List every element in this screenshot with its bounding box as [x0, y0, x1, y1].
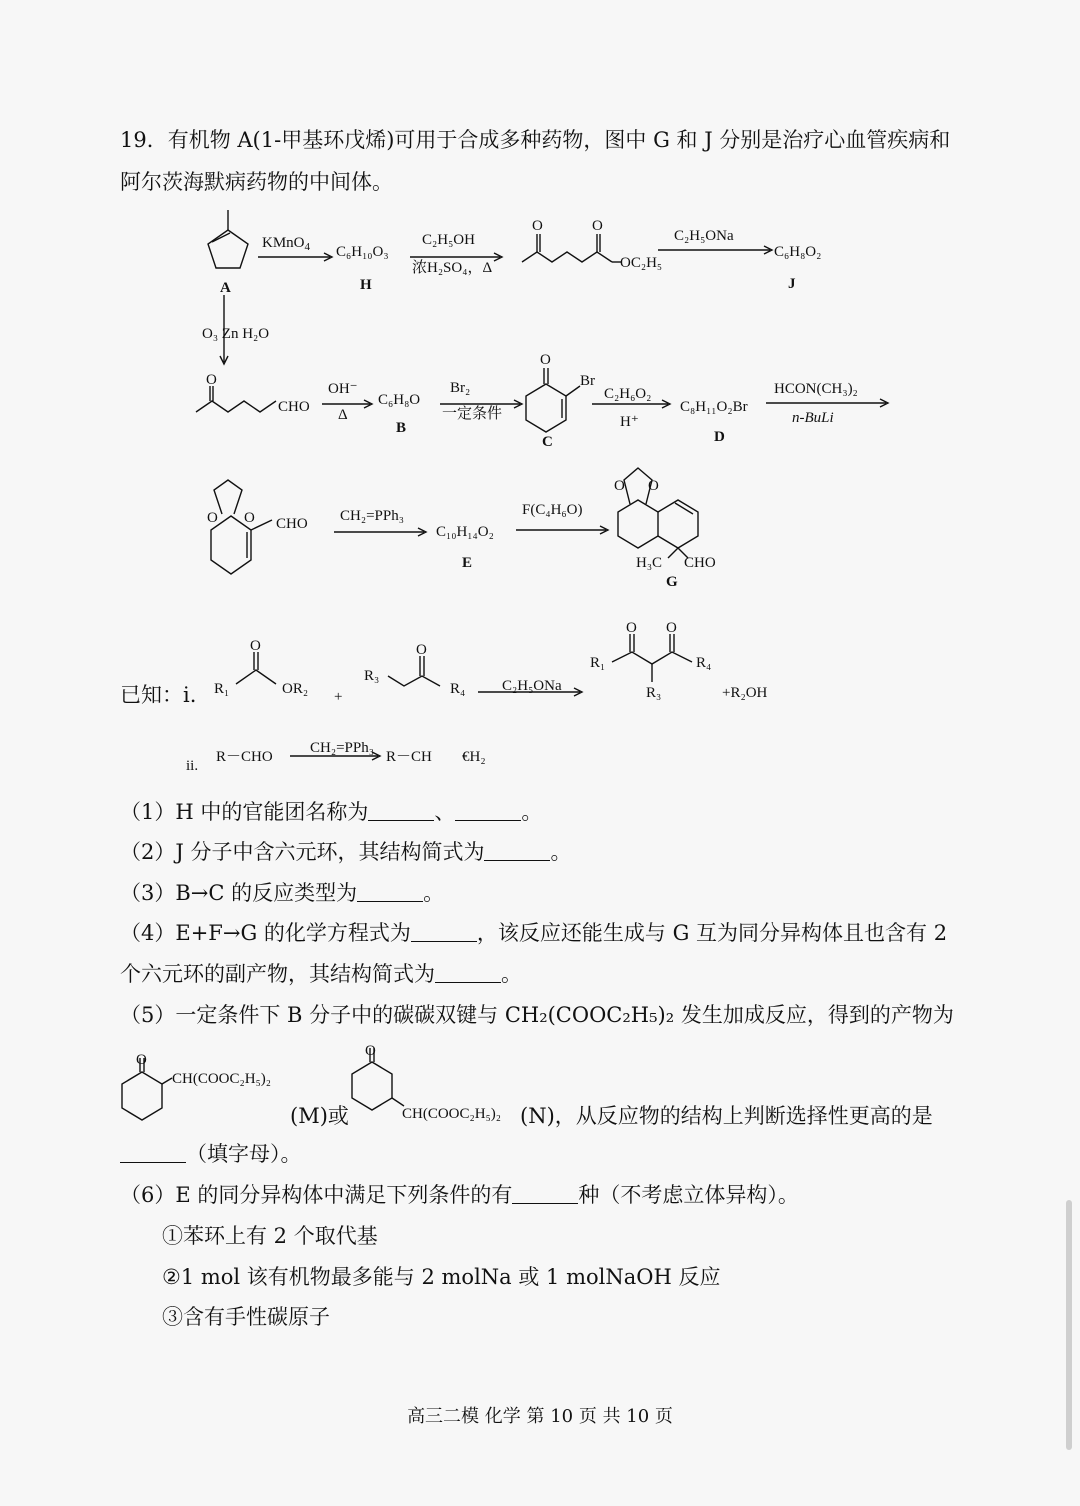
- known-ii-label: ii.: [186, 758, 199, 774]
- known-ii-reagent: CH₂=PPh₃: [310, 740, 374, 756]
- formula-d: C₈H₁₁O₂Br: [680, 399, 748, 415]
- atom-o-6: O: [244, 510, 255, 526]
- condition-1: ①苯环上有 2 个取代基: [162, 1224, 378, 1248]
- known-r4: R₄: [450, 681, 466, 697]
- known-reagent: C₂H₅ONa: [502, 678, 562, 694]
- known-ii-tail: €H₂: [462, 749, 486, 765]
- question-3: （3）B→C 的反应类型为 。: [120, 881, 445, 905]
- label-g: G: [666, 574, 678, 590]
- atom-oet: OC₂H₅: [620, 255, 663, 271]
- structure-keto-ester: [522, 234, 622, 262]
- reagent-dmf: HCON(CH₃)₂: [774, 381, 858, 397]
- known-diketone: [612, 634, 692, 682]
- structure-acetal: [211, 480, 272, 574]
- question-5-n: (N)，从反应物的结构上判断选择性更高的是: [520, 1104, 933, 1128]
- known-o-1: O: [250, 638, 261, 654]
- reagent-oh: OH⁻: [328, 381, 358, 397]
- atom-cho-3: CHO: [684, 555, 716, 571]
- atom-h3c: H₃C: [636, 555, 663, 571]
- known-ii-left: R－CHO: [216, 749, 273, 765]
- n-atom-o: O: [365, 1043, 376, 1059]
- reagent-br2: Br₂: [450, 380, 471, 396]
- known-o-2: O: [416, 642, 427, 658]
- formula-b: C₆H₈O: [378, 392, 421, 408]
- reagent-f: F(C₄H₆O): [522, 502, 583, 518]
- reagent-naoet: C₂H₅ONa: [674, 228, 734, 244]
- reagent-wittig: CH₂=PPh₃: [340, 508, 404, 524]
- atom-o-1: O: [532, 218, 543, 234]
- atom-o-4: O: [540, 352, 551, 368]
- question-4b: 个六元环的副产物，其结构简式为 。: [120, 962, 522, 986]
- known-prod-r4: R₄: [696, 655, 712, 671]
- blank-5: [120, 1144, 186, 1163]
- atom-br: Br: [580, 373, 595, 389]
- reagent-ethanol: C₂H₅OH: [422, 232, 475, 248]
- known-prod-r1: R₁: [590, 655, 606, 671]
- known-o-4: O: [666, 620, 677, 636]
- known-prefix: 已知：i.: [120, 683, 197, 707]
- atom-o-8: O: [648, 478, 659, 494]
- m-atom-o: O: [136, 1052, 147, 1068]
- condition-2: ②1 mol 该有机物最多能与 2 molNa 或 1 molNaOH 反应: [162, 1265, 721, 1289]
- blank-1a: [368, 802, 434, 821]
- question-5a: （5）一定条件下 B 分子中的碳碳双键与 CH₂(COOC₂H₅)₂ 发生加成反应，得到的产物为: [120, 1003, 954, 1027]
- structure-c: [526, 368, 580, 432]
- reagent-kmno4: KMnO$_4$: [262, 235, 311, 253]
- reagent-condition: 一定条件: [442, 406, 503, 422]
- known-byproduct: +R₂OH: [722, 685, 768, 701]
- formula-j: C₆H₈O₂: [774, 244, 822, 260]
- structure-n: [352, 1048, 404, 1110]
- known-o-3: O: [626, 620, 637, 636]
- question-5-end: （填字母）。: [120, 1142, 302, 1167]
- question-6: （6）E 的同分异构体中满足下列条件的有 种（不考虑立体异构）。: [120, 1183, 799, 1207]
- reagent-delta: Δ: [338, 407, 348, 423]
- label-j: J: [788, 276, 796, 292]
- formula-e: C₁₀H₁₄O₂: [436, 524, 494, 540]
- label-d: D: [714, 429, 725, 445]
- known-r1: R₁: [214, 681, 230, 697]
- question-5-m: (M)或: [290, 1104, 349, 1128]
- structure-a: [208, 210, 248, 268]
- known-ii-right: R－CH: [386, 749, 432, 765]
- label-b: B: [396, 420, 407, 436]
- known-ester: [236, 652, 276, 684]
- label-a: A: [220, 280, 231, 296]
- structure-keto-aldehyde: [196, 386, 276, 412]
- structure-m: [122, 1058, 172, 1120]
- blank-4b: [435, 964, 501, 983]
- question-title-line1: 19．有机物 A(1-甲基环戊烯)可用于合成多种药物，图中 G 和 J 分别是治疗心血管疾病和: [120, 128, 951, 152]
- reagent-acid: H⁺: [620, 414, 639, 430]
- question-4a: （4）E+F→G 的化学方程式为 ，该反应还能生成与 G 互为同分异构体且也含有 2: [120, 921, 948, 945]
- reagent-ozone: O₃ Zn H₂O: [202, 326, 270, 342]
- atom-cho-2: CHO: [276, 516, 308, 532]
- reagent-buli: n-BuLi: [792, 410, 834, 426]
- reagent-glycol: C₂H₆O₂: [604, 386, 652, 402]
- known-or2: OR₂: [282, 681, 309, 697]
- known-prod-r3: R₃: [646, 685, 662, 701]
- reagent-h2so4: 浓H₂SO₄，Δ: [412, 260, 493, 276]
- question-1: （1）H 中的官能团名称为 、 。: [120, 800, 543, 824]
- blank-3: [357, 883, 423, 902]
- known-r3: R₃: [364, 668, 380, 684]
- atom-o-3: O: [206, 372, 217, 388]
- label-c: C: [542, 434, 553, 450]
- atom-cho-1: CHO: [278, 399, 310, 415]
- scrollbar[interactable]: [1066, 1200, 1072, 1450]
- page-footer: 高三二模 化学 第 10 页 共 10 页: [407, 1406, 673, 1427]
- blank-2: [484, 842, 550, 861]
- atom-o-2: O: [592, 218, 603, 234]
- label-h: H: [360, 277, 372, 293]
- n-substituent: CH(COOC₂H₅)₂: [402, 1106, 502, 1122]
- formula-h: C₆H₁₀O₃: [336, 244, 389, 260]
- atom-o-7: O: [614, 478, 625, 494]
- blank-6: [512, 1185, 578, 1204]
- known-plus: +: [334, 689, 343, 705]
- m-substituent: CH(COOC₂H₅)₂: [172, 1071, 272, 1087]
- question-title-line2: 阿尔茨海默病药物的中间体。: [120, 170, 393, 194]
- label-e: E: [462, 555, 473, 571]
- blank-1b: [455, 802, 521, 821]
- atom-o-5: O: [207, 510, 218, 526]
- condition-3: ③含有手性碳原子: [162, 1305, 330, 1329]
- known-ketone: [388, 656, 440, 686]
- question-2: （2）J 分子中含六元环，其结构简式为 。: [120, 840, 572, 864]
- blank-4a: [411, 923, 477, 942]
